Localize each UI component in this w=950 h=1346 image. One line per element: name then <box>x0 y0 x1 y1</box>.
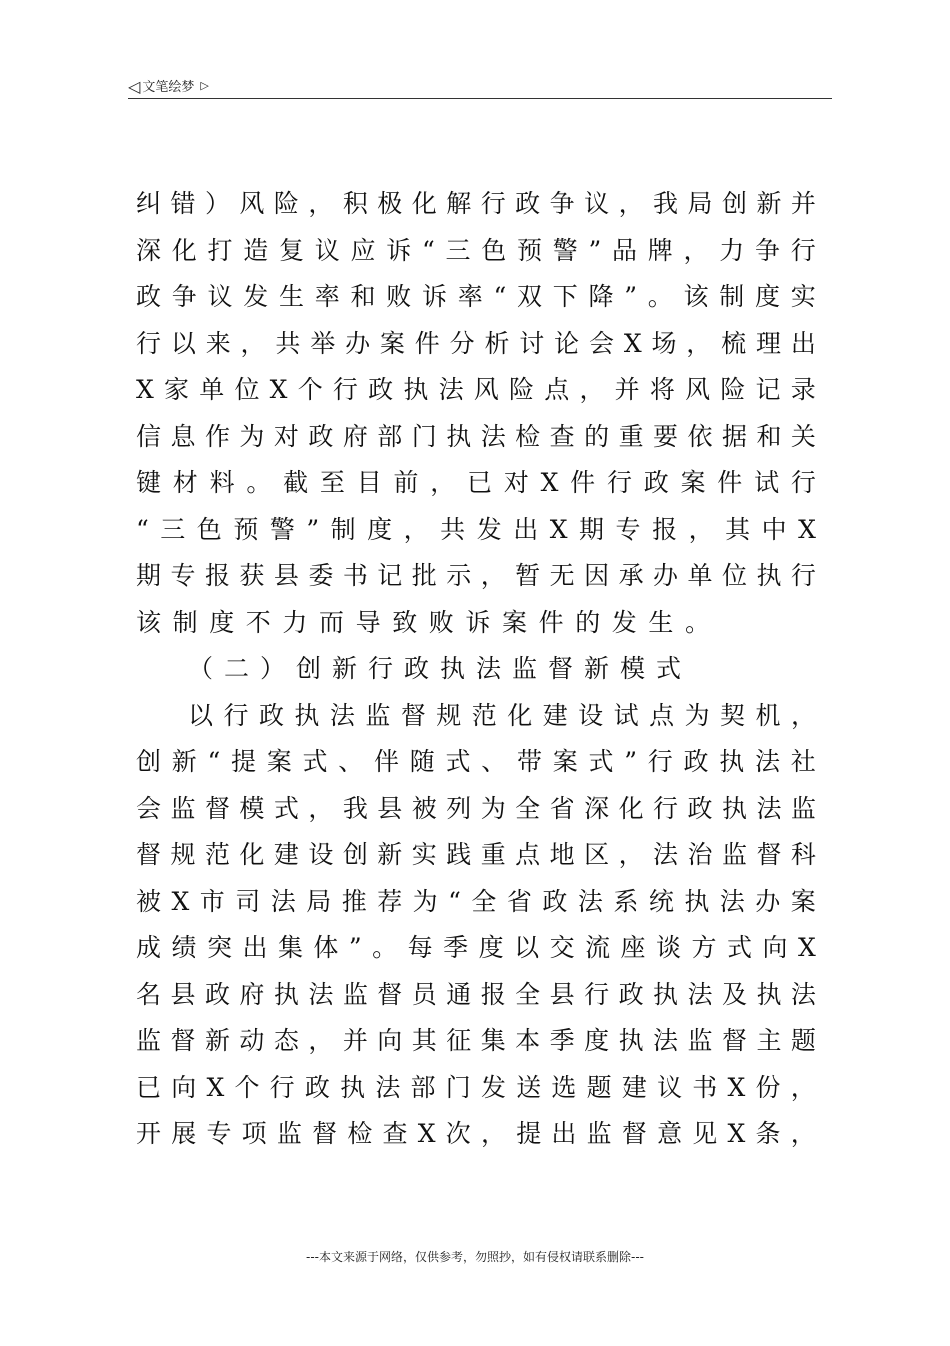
text-line: 监 督 新 动 态 ， 并 向 其 征 集 本 季 度 执 法 监 督 主 题 <box>136 1026 816 1055</box>
text-line: 会 监 督 模 式 ， 我 县 被 列 为 全 省 深 化 行 政 执 法 监 <box>136 793 816 823</box>
text-line: 纠 错 ） 风 险 ， 积 极 化 解 行 政 争 议 ， 我 局 创 新 并 <box>136 189 816 218</box>
text-line: 成 绩 突 出 集 体 ” 。 每 季 度 以 交 流 座 谈 方 式 向 X <box>136 933 816 962</box>
page-header <box>128 74 832 99</box>
text-line: 该制度不力而导致败诉案件的发生。 <box>136 607 722 637</box>
text-line: 行 以 来 ， 共 举 办 案 件 分 析 讨 论 会 X 场 ， 梳 理 出 <box>136 328 816 358</box>
triangle-left-icon: ◁ <box>128 77 141 96</box>
section-heading: （二）创新行政执法监督新模式 <box>188 654 693 683</box>
text-line: 政 争 议 发 生 率 和 败 诉 率 “ 双 下 降 ” 。 该 制 度 实 <box>136 282 816 311</box>
document-body <box>136 184 816 1161</box>
text-line: 已 向 X 个 行 政 执 法 部 门 发 送 选 题 建 议 书 X 份 ， <box>136 1072 816 1102</box>
text-line: 深 化 打 造 复 议 应 诉 “ 三 色 预 警 ” 品 牌 ， 力 争 行 <box>136 235 816 265</box>
text-line: X 家 单 位 X 个 行 政 执 法 风 险 点 ， 并 将 风 险 记 录 <box>136 375 816 404</box>
header-brand <box>128 76 209 96</box>
text-line: 创 新 “ 提 案 式 、 伴 随 式 、 带 案 式 ” 行 政 执 法 社 <box>136 747 816 776</box>
text-line: “ 三 色 预 警 ” 制 度 ， 共 发 出 X 期 专 报 ， 其 中 X <box>136 514 816 544</box>
text-line: 名 县 政 府 执 法 监 督 员 通 报 全 县 行 政 执 法 及 执 法 <box>136 979 816 1009</box>
triangle-right-icon: ▷ <box>200 79 209 92</box>
text-line: 开 展 专 项 监 督 检 查 X 次 ， 提 出 监 督 意 见 X 条 ， <box>136 1119 816 1148</box>
paragraph-2 <box>136 696 816 1161</box>
text-line: 以 行 政 执 法 监 督 规 范 化 建 设 试 点 为 契 机 ， <box>188 700 816 730</box>
paragraph-1 <box>136 184 816 649</box>
text-line: 期 专 报 获 县 委 书 记 批 示 ， 暂 无 因 承 办 单 位 执 行 <box>136 561 816 590</box>
text-line: 督 规 范 化 建 设 创 新 实 践 重 点 地 区 ， 法 治 监 督 科 <box>136 840 816 869</box>
text-line: 键 材 料 。 截 至 目 前 ， 已 对 X 件 行 政 案 件 试 行 <box>136 468 816 497</box>
text-line: 被 X 市 司 法 局 推 荐 为 “ 全 省 政 法 系 统 执 法 办 案 <box>136 886 816 916</box>
brand-text: 文笔绘梦 <box>142 80 195 95</box>
text-line: 信 息 作 为 对 政 府 部 门 执 法 检 查 的 重 要 依 据 和 关 <box>136 421 816 451</box>
footer-disclaimer: ---本文来源于网络，仅供参考，勿照抄，如有侵权请联系删除--- <box>306 1250 644 1264</box>
